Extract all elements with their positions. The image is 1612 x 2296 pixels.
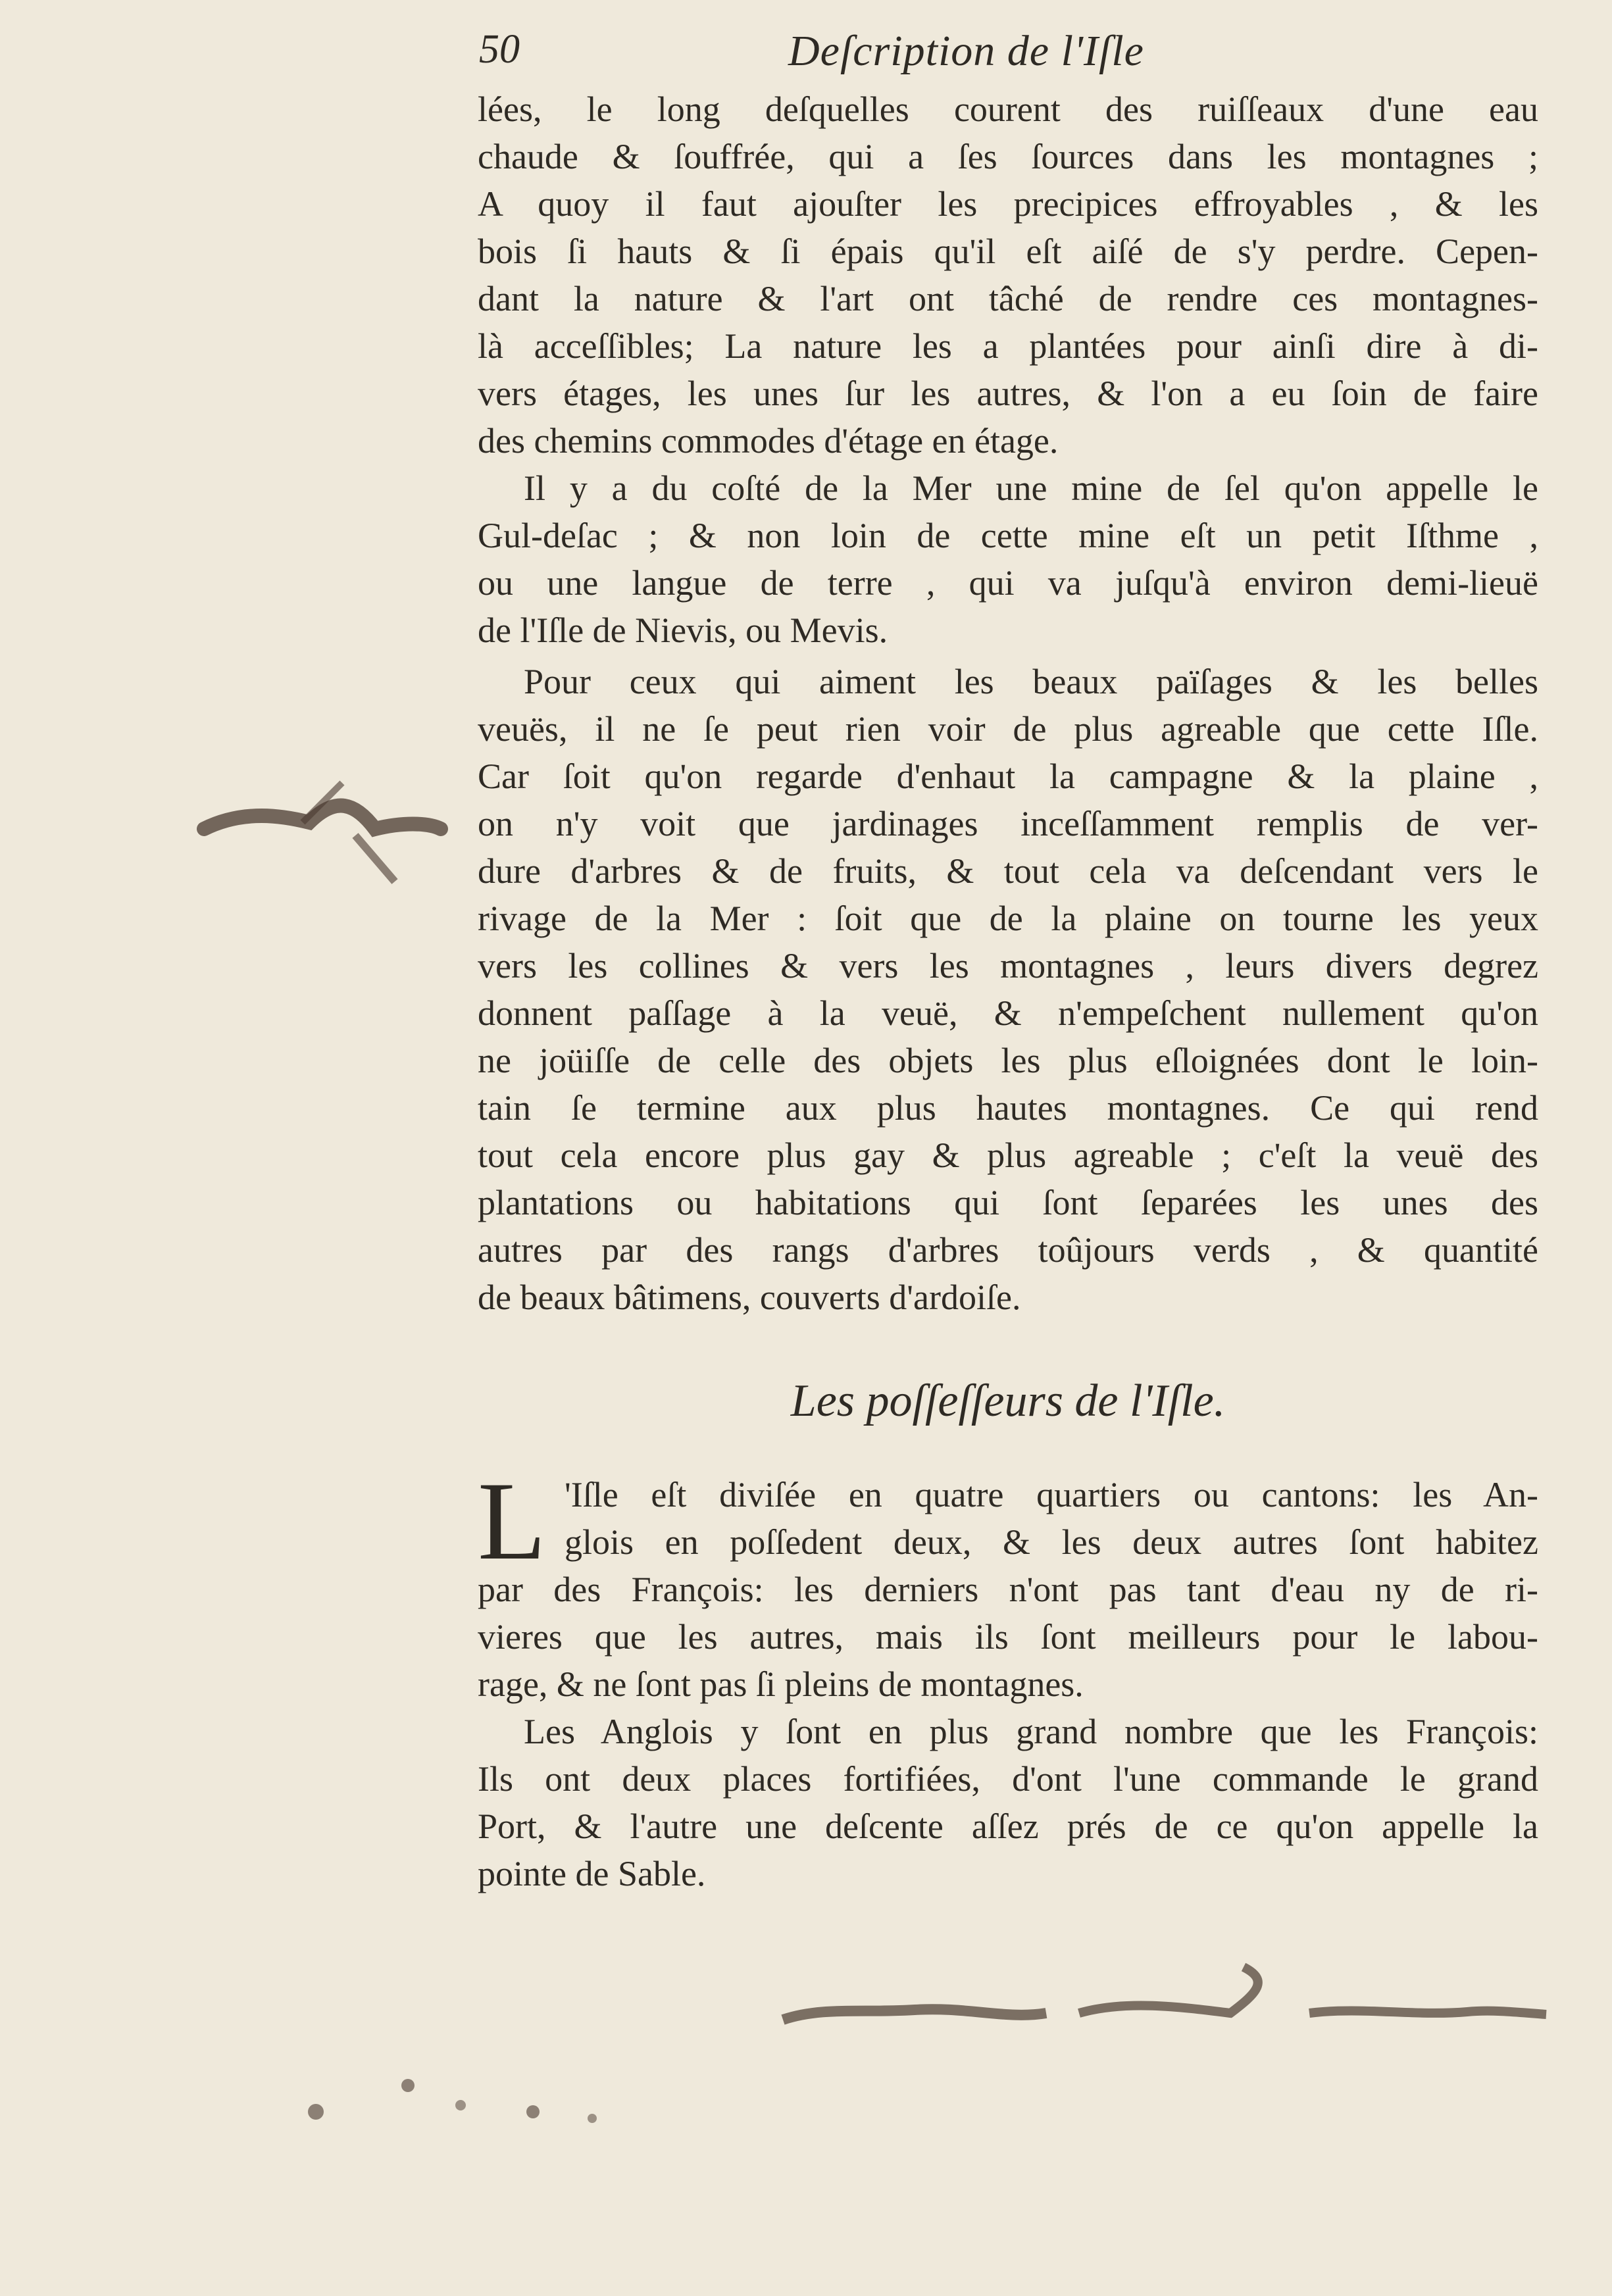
text-line: vieres que les autres, mais ils ſont meilleurs pour le labou- xyxy=(478,1617,1538,1657)
text-line: Car ſoit qu'on regarde d'enhaut la campagne & la plaine , xyxy=(478,757,1538,796)
text-line: pointe de Sable. xyxy=(478,1854,706,1893)
text-line: dant la nature & l'art ont tâché de rendre ces montagnes- xyxy=(478,279,1538,318)
text-line: Les Anglois y ſont en plus grand nombre que les François: xyxy=(524,1712,1538,1751)
paragraph-5 xyxy=(478,1708,1538,1897)
page-number: 50 xyxy=(479,27,520,72)
drop-cap: L xyxy=(478,1459,546,1583)
text-line: Gul-deſac ; & non loin de cette mine eſt un petit Iſthme , xyxy=(478,516,1538,555)
text-line: glois en poſſedent deux, & les deux autres ſont habitez xyxy=(565,1522,1538,1562)
text-line: par des François: les derniers n'ont pas tant d'eau ny de ri- xyxy=(478,1570,1538,1609)
text-line: autres par des rangs d'arbres toûjours verds , & quantité xyxy=(478,1230,1538,1270)
paragraph-2 xyxy=(478,464,1538,654)
text-line: Pour ceux qui aiment les beaux païſages & les belles xyxy=(524,662,1538,701)
text-line: bois ſi hauts & ſi épais qu'il eſt aiſé de s'y perdre. Cepen- xyxy=(478,232,1538,271)
page-header xyxy=(479,26,1551,86)
text-line: ou une langue de terre , qui va juſqu'à environ demi-lieuë xyxy=(478,563,1538,603)
text-line: des chemins commodes d'étage en étage. xyxy=(478,421,1059,461)
text-line: on n'y voit que jardinages inceſſamment remplis de ver- xyxy=(478,804,1538,843)
paragraph-4-cap-lines xyxy=(565,1471,1538,1566)
text-line: tout cela encore plus gay & plus agreable ; c'eſt la veuë des xyxy=(478,1136,1538,1175)
text-line: tain ſe termine aux plus hautes montagnes. Ce qui rend xyxy=(478,1088,1538,1128)
text-line: chaude & ſouffrée, qui a ſes ſources dans les montagnes ; xyxy=(478,137,1538,176)
margin-ink-stain xyxy=(191,757,454,901)
text-line: de beaux bâtimens, couverts d'ardoiſe. xyxy=(478,1278,1021,1317)
section-heading: Les poſſeſſeurs de l'Iſle. xyxy=(790,1376,1226,1426)
running-title: Deſcription de l'Iſle xyxy=(788,27,1144,75)
text-line: plantations ou habitations qui ſont ſeparées les unes des xyxy=(478,1183,1538,1222)
paragraph-1 xyxy=(478,86,1538,464)
text-line: donnent paſſage à la veuë, & n'empeſchent nullement qu'on xyxy=(478,993,1538,1033)
text-line: Il y a du coſté de la Mer une mine de ſel qu'on appelle le xyxy=(524,468,1538,508)
text-line: lées, le long deſquelles courent des ruiſſeaux d'une eau xyxy=(478,89,1538,129)
text-line: A quoy il faut ajouſter les precipices effroyables , & les xyxy=(478,184,1538,224)
text-line: de l'Iſle de Nievis, ou Mevis. xyxy=(478,611,888,650)
text-line: vers étages, les unes ſur les autres, & l'on a eu ſoin de faire xyxy=(478,374,1538,413)
text-line: Port, & l'autre une deſcente aſſez prés de ce qu'on appelle la xyxy=(478,1807,1538,1846)
text-line: Ils ont deux places fortifiées, d'ont l'une commande le grand xyxy=(478,1759,1538,1799)
text-line: veuës, il ne ſe peut rien voir de plus agreable que cette Iſle. xyxy=(478,709,1538,749)
text-line: là acceſſibles; La nature les a plantées pour ainſi dire à di- xyxy=(478,326,1538,366)
text-line: 'Iſle eſt diviſée en quatre quartiers ou cantons: les An- xyxy=(565,1475,1538,1514)
paragraph-3 xyxy=(478,658,1538,1321)
text-line: dure d'arbres & de fruits, & tout cela va deſcendant vers le xyxy=(478,851,1538,891)
text-line: rivage de la Mer : ſoit que de la plaine on tourne les yeux xyxy=(478,899,1538,938)
paragraph-4 xyxy=(478,1566,1538,1708)
text-line: rage, & ne ſont pas ſi pleins de montagnes. xyxy=(478,1664,1084,1704)
text-line: ne joüiſſe de celle des objets les plus eſloignées dont le loin- xyxy=(478,1041,1538,1080)
bleed-through-scribble xyxy=(770,1941,1559,2072)
text-line: vers les collines & vers les montagnes , leurs divers degrez xyxy=(478,946,1538,986)
bleed-through-specks xyxy=(276,2066,645,2164)
